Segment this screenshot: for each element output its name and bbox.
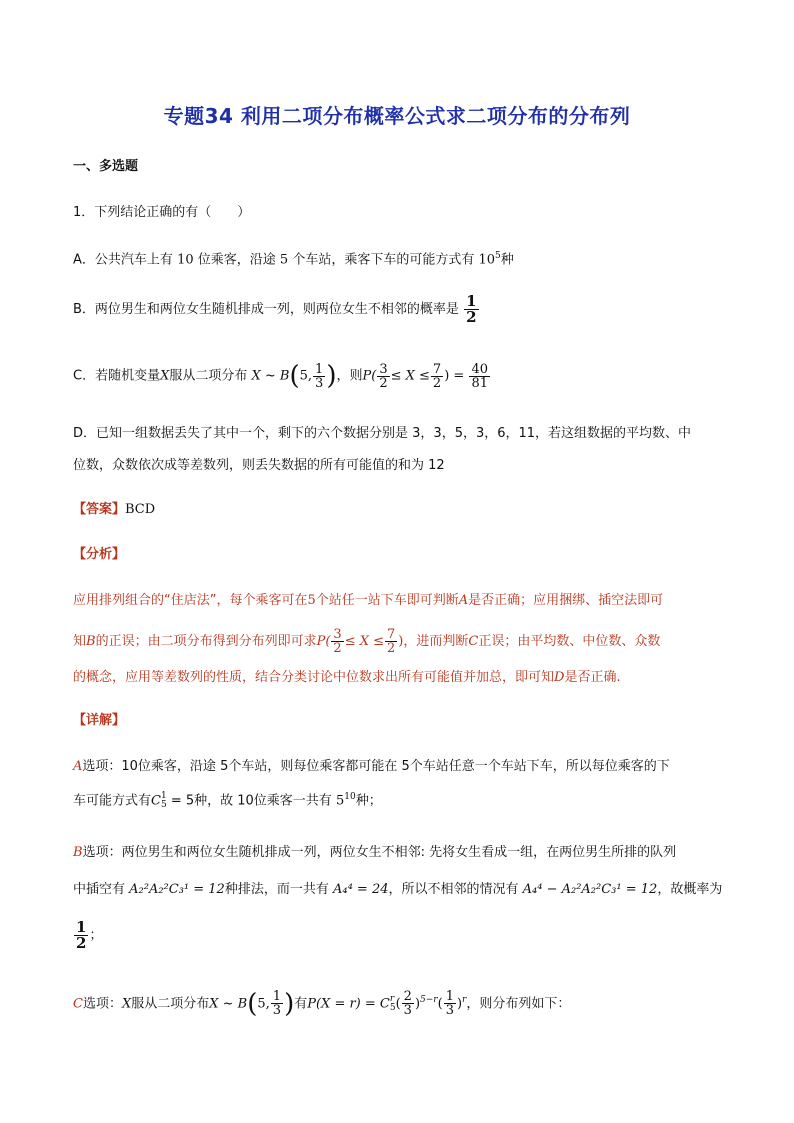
detail-b-fraction [74, 920, 88, 951]
analysis-frac-a-den: 2 [333, 641, 342, 656]
option-c-result-fraction [469, 363, 490, 390]
detail-c-line1: C选项：X服从二项分布X ~ B(5, $\frac{1}{3}$ )有P(X = r) = C r 5 ( $\frac{2}{3}$ )$^{5-r}$( $\frac{1}{3}$ )$^r$，则分布列如下： [73, 988, 571, 1019]
detail-c-h-fraction [444, 990, 456, 1017]
analysis-text: ，进而判断 [403, 634, 469, 649]
answer-label: 【答案】 [73, 502, 126, 517]
detail-b-expr3: A₄⁴ − A₂²A₂²C₃¹ = 12 [522, 882, 658, 897]
detail-a-var: A [73, 759, 83, 774]
detail-c-n: 5, [257, 996, 270, 1012]
detail-b-expr1: A₂²A₂²C₃¹ = 12 [129, 882, 225, 897]
option-b-text: 两位男生和两位女生随机排成一列，则两位女生不相邻的概率是 [94, 302, 459, 317]
detail-b-var: B [73, 845, 83, 860]
analysis-label: 【分析】 [73, 547, 126, 562]
analysis-frac-a [331, 628, 343, 655]
option-c-eq: ) = [444, 368, 465, 384]
detail-c-g-num: 2 [403, 989, 412, 1005]
detail-c-text2: 服从二项分布 [131, 996, 210, 1012]
detail-a-text3: = 5种，故 10位乘客一共有 [166, 793, 336, 809]
section-heading: 一、多选题 [73, 159, 139, 174]
option-c-b-fraction [431, 363, 443, 390]
detail-c-p-num: 1 [272, 989, 282, 1005]
detail-a-comb: C [151, 793, 161, 809]
option-c-rparen: ) [326, 361, 337, 391]
detail-c-h-num: 1 [445, 989, 454, 1005]
option-b-frac-num: 1 [466, 292, 477, 310]
option-c-n: 5, [299, 368, 313, 384]
detail-c-var: C [73, 996, 83, 1012]
option-b-label: B． [73, 302, 95, 317]
detail-label: 【详解】 [73, 713, 126, 728]
analysis-text: 应用排列组合的“住店法”，每个乘客可在 [73, 593, 308, 608]
detail-a-comb-sup: 1 [160, 790, 167, 801]
option-a-power-exp: 5 [495, 251, 501, 261]
option-c-text1: 若随机变量 [95, 368, 161, 384]
option-b-frac-den: 2 [466, 308, 477, 326]
analysis-text: 的概念，应用等差数列的性质，结合分类讨论中位数求出所有可能值并加总，即可知 [73, 670, 555, 685]
detail-b-text: 选项：两位男生和两位女生随机排成一列，两位女生不相邻: 先将女生看成一组，在两位男生所排的队列 [82, 845, 677, 860]
option-a-text4: 种 [500, 252, 514, 268]
option-c-r-den: 81 [471, 375, 488, 391]
option-c-p-den: 3 [315, 375, 324, 391]
option-a-n2: 5 [279, 252, 289, 268]
analysis-line3 [73, 668, 733, 688]
analysis-var: B [86, 634, 96, 649]
option-b-fraction [464, 294, 478, 325]
detail-a-comb-sub: 5 [160, 799, 167, 810]
analysis-var: C [468, 634, 479, 649]
option-c-r-num: 40 [471, 361, 488, 377]
analysis-mid: ≤ X ≤ [344, 634, 385, 649]
option-c-label: C． [73, 368, 96, 384]
detail-c-exp1: 5−r [420, 995, 438, 1005]
option-c-P: P( [362, 368, 377, 384]
detail-c-g-fraction [402, 990, 414, 1017]
detail-a-text4: 种； [355, 793, 382, 809]
detail-a-text2: 车可能方式有 [73, 793, 152, 809]
option-a-text3: 个车站，乘客下车的可能方式有 [292, 252, 475, 268]
option-a-n1: 10 [177, 252, 194, 268]
detail-c-text: 选项： [82, 996, 122, 1012]
analysis-frac-a-num: 3 [333, 627, 342, 642]
analysis-var: A [458, 593, 469, 608]
detail-b-frac-den: 2 [76, 934, 87, 952]
detail-c-rparen: ) [284, 988, 295, 1019]
detail-c-p-den: 3 [272, 1003, 282, 1019]
answer-value: BCD [125, 502, 156, 517]
detail-c-P: P(X = r) = C [307, 996, 390, 1012]
detail-c-comb-sup: r [389, 993, 395, 1004]
analysis-line2 [73, 624, 733, 660]
analysis-frac-b [385, 628, 397, 655]
detail-b-frac-num: 1 [76, 918, 87, 936]
detail-b-line2 [73, 880, 733, 900]
option-c-var: X [160, 368, 170, 384]
detail-a-exp: 10 [344, 792, 356, 802]
analysis-frac-b-den: 2 [387, 641, 396, 656]
detail-a-line2 [73, 787, 733, 811]
option-c-lparen: ( [289, 361, 300, 391]
option-c-mid: ≤ X ≤ [390, 368, 430, 384]
option-c-text2: 服从二项分布 [169, 368, 248, 384]
analysis-close: ) [398, 634, 404, 649]
detail-a-text: 选项：10位乘客，沿途 5个车站，则每位乘客都可能在 5个车站任意一个车站下车，所以每位乘客的下 [82, 759, 670, 774]
option-c-a-num: 3 [379, 361, 388, 377]
detail-c-x: X [121, 996, 132, 1012]
detail-a-pow: 5 [335, 793, 345, 809]
analysis-text: 的正误；由二项分布得到分布列即可求 [95, 634, 317, 649]
option-c-p-fraction [313, 363, 325, 390]
analysis-line1 [73, 591, 733, 611]
detail-c-text3: 有 [294, 996, 308, 1012]
option-c-b-num: 7 [432, 361, 442, 377]
detail-b-text4: ，所以不相邻的情况有 [388, 882, 523, 897]
analysis-var: D [554, 670, 565, 685]
analysis-text: 知 [73, 634, 87, 649]
detail-c-g-den: 3 [403, 1003, 412, 1019]
detail-b-line3 [73, 920, 733, 956]
detail-c-p-fraction [271, 990, 283, 1017]
option-a-power-base: 10 [478, 252, 496, 268]
detail-c-h-den: 3 [445, 1003, 454, 1019]
detail-c-comb-index [390, 995, 396, 1013]
option-b [73, 294, 733, 330]
option-c [73, 358, 733, 394]
detail-b-line1 [73, 843, 733, 863]
analysis-text: 是否正确. [564, 670, 621, 685]
detail-a-comb-index [161, 792, 167, 810]
option-d-label: D． [73, 426, 97, 441]
option-a [73, 246, 733, 270]
analysis-frac-b-num: 7 [387, 627, 396, 642]
option-a-label: A． [73, 252, 95, 268]
detail-b-text2: 中插空有 [73, 882, 130, 897]
detail-c-exp2: r [462, 995, 467, 1005]
detail-b-text3: 种排法，而一共有 [224, 882, 333, 897]
question-stem: 1．下列结论正确的有（ ） [73, 205, 251, 220]
option-d-line1 [73, 424, 733, 444]
detail-c-lparen: ( [247, 988, 258, 1019]
option-c-b-den: 2 [432, 375, 442, 391]
analysis-text: 是否正确；应用捆绑、插空法即可 [468, 593, 664, 608]
option-c-a-fraction [377, 363, 389, 390]
answer [73, 500, 733, 520]
detail-c-dist: X ~ B [209, 996, 248, 1012]
option-c-text3: ，则 [336, 368, 363, 384]
detail-c-comb-sub: 5 [389, 1002, 396, 1013]
option-c-a-den: 2 [379, 375, 388, 391]
option-a-text2: 位乘客，沿途 [197, 252, 276, 268]
option-c-p-num: 1 [315, 361, 324, 377]
page-title: 专题34 利用二项分布概率公式求二项分布的分布列 [163, 104, 631, 128]
detail-c-end: ，则分布列如下： [466, 996, 571, 1012]
option-c-dist: X ~ B [251, 368, 290, 384]
analysis-text: 正误；由平均数、中位数、众数 [478, 634, 661, 649]
option-a-text1: 公共汽车上有 [94, 252, 173, 268]
option-d-line2: 位数，众数依次成等差数列，则丢失数据的所有可能值的和为 12 [73, 458, 445, 473]
detail-a-line1 [73, 757, 733, 777]
option-d-text1: 已知一组数据丢失了其中一个，剩下的六个数据分别是 3，3，5，3，6，11，若这组数据的平均数、中 [96, 426, 692, 441]
analysis-num: 5 [307, 593, 316, 608]
analysis-text: 个站任一站下车即可判断 [315, 593, 459, 608]
detail-b-end: ； [89, 928, 103, 943]
detail-b-expr2: A₄⁴ = 24 [332, 882, 389, 897]
detail-b-text5: ，故概率为 [657, 882, 723, 897]
analysis-P: P( [316, 634, 331, 649]
